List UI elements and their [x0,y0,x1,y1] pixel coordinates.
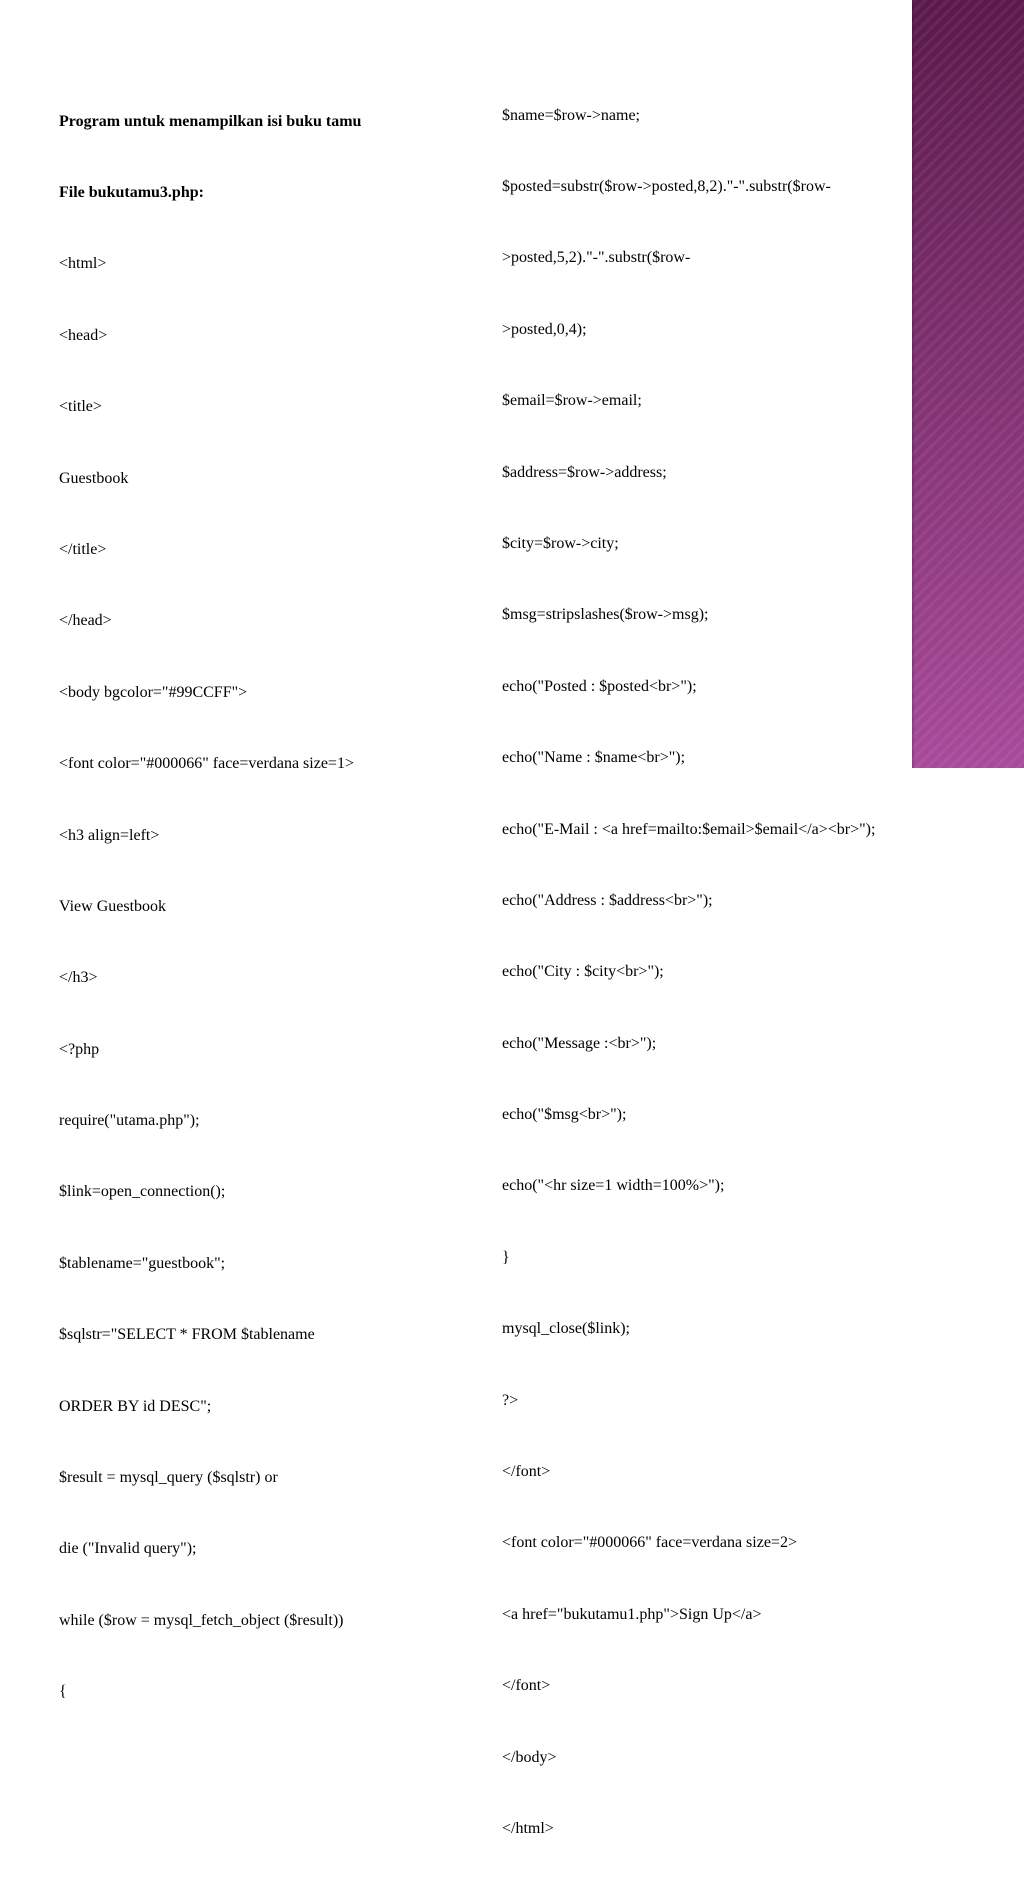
code-line: echo("Message :<br>"); [502,1034,657,1052]
code-line: Guestbook [59,469,129,487]
code-line: $tablename="guestbook"; [59,1254,226,1272]
code-line: <title> [59,398,102,416]
code-line: echo("$msg<br>"); [502,1106,627,1124]
code-line: View Guestbook [59,897,167,915]
code-line: echo("City : $city<br>"); [502,963,664,981]
code-line: $result = mysql_query ($sqlstr) or [59,1469,278,1487]
code-line: echo("Name : $name<br>"); [502,749,686,767]
code-line: $city=$row->city; [502,534,619,552]
code-line: $email=$row->email; [502,392,642,410]
code-line: ORDER BY id DESC"; [59,1397,212,1415]
code-line: echo("Posted : $posted<br>"); [502,677,697,695]
code-line: $msg=stripslashes($row->msg); [502,606,709,624]
code-line: <html> [59,255,107,273]
code-line: </h3> [59,969,98,987]
code-line: >posted,5,2)."-".substr($row- [502,249,691,267]
code-line: echo("E-Mail : <a href=mailto:$email>$email</a><br>"); [502,820,876,838]
code-line: <font color="#000066" face=verdana size=2> [502,1534,797,1552]
left-code-column [59,62,459,1752]
code-line: while ($row = mysql_fetch_object ($result)) [59,1611,344,1629]
code-line: mysql_close($link); [502,1320,630,1338]
code-line: $name=$row->name; [502,106,640,124]
code-line: { [59,1683,67,1701]
code-line: die ("Invalid query"); [59,1540,197,1558]
code-line: $posted=substr($row->posted,8,2)."-".substr($row- [502,177,831,195]
code-line: <font color="#000066" face=verdana size=1> [59,755,354,773]
code-line: <head> [59,326,108,344]
code-line: $address=$row->address; [502,463,667,481]
code-line: </title> [59,540,107,558]
slide-heading: Program untuk menampilkan isi buku tamu [59,112,362,130]
code-line: </body> [502,1748,557,1766]
code-line: </head> [59,612,112,630]
code-line: </font> [502,1463,551,1481]
file-name-label: File bukutamu3.php: [59,183,204,201]
code-line: </font> [502,1677,551,1695]
code-line: <h3 align=left> [59,826,160,844]
code-line: ?> [502,1391,519,1409]
right-code-column [502,56,972,1888]
code-line: </html> [502,1819,554,1837]
code-line: require("utama.php"); [59,1112,200,1130]
code-line: } [502,1248,510,1266]
code-line: >posted,0,4); [502,320,587,338]
code-line: $sqlstr="SELECT * FROM $tablename [59,1326,315,1344]
code-line: <a href="bukutamu1.php">Sign Up</a> [502,1605,762,1623]
code-line: echo("Address : $address<br>"); [502,891,713,909]
code-line: <?php [59,1040,100,1058]
code-line: echo("<hr size=1 width=100%>"); [502,1177,725,1195]
code-line: <body bgcolor="#99CCFF"> [59,683,248,701]
code-line: $link=open_connection(); [59,1183,226,1201]
